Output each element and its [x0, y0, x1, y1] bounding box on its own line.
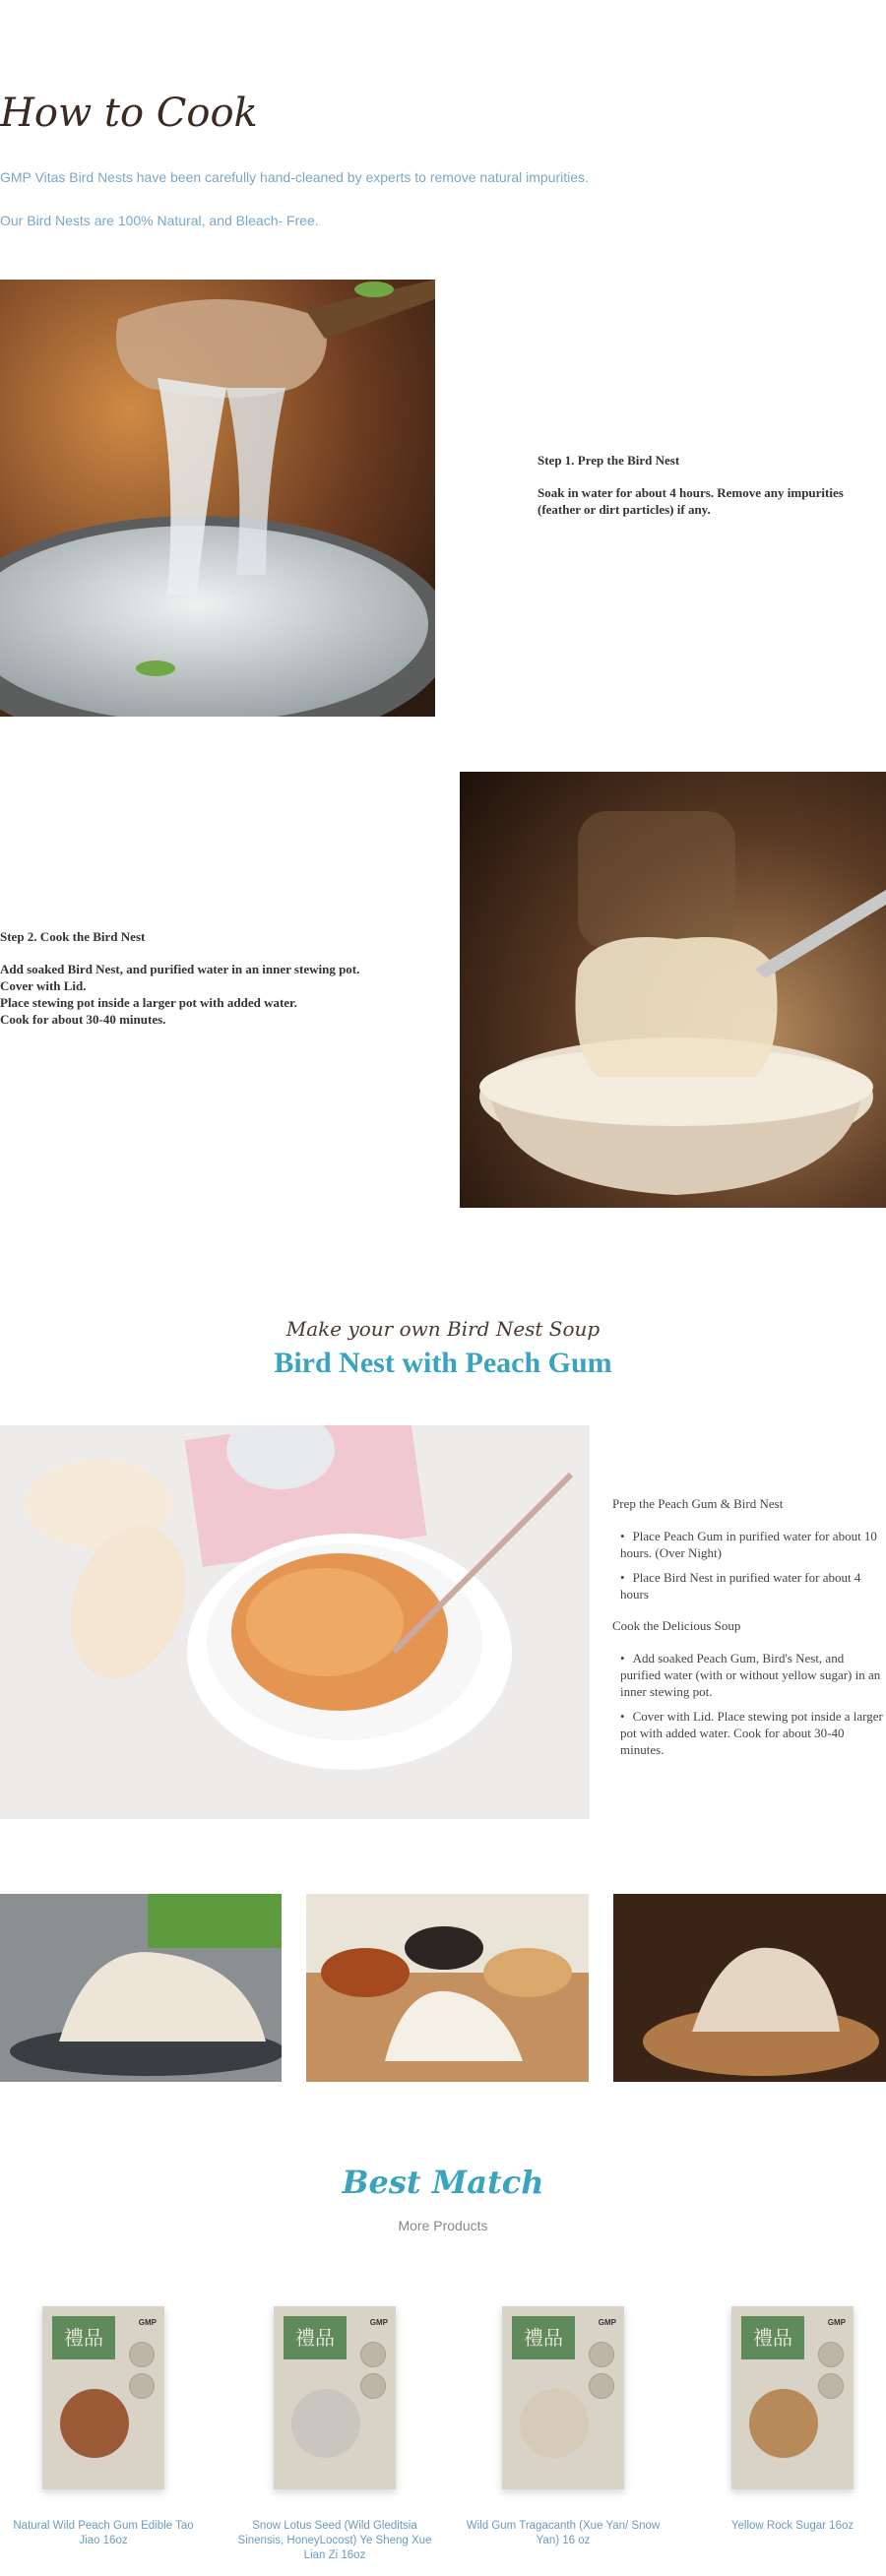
step-2-title: Step 2. Cook the Bird Nest [0, 929, 146, 944]
product-image[interactable] [274, 2306, 396, 2489]
product-contents [60, 2389, 129, 2458]
seal-icon [589, 2373, 614, 2399]
step-1-title: Step 1. Prep the Bird Nest [538, 453, 680, 468]
soup-title: Bird Nest with Peach Gum [274, 1347, 612, 1379]
soup-subtitle: Make your own Bird Nest Soup [285, 1317, 601, 1341]
product-contents [749, 2389, 818, 2458]
box-label: 禮品 [284, 2316, 347, 2359]
step-2-line-2: Cover with Lid. [0, 978, 87, 993]
best-match-title: Best Match [342, 2164, 544, 2201]
brand-logo: GMP [369, 2318, 388, 2327]
seal-icon [818, 2373, 844, 2399]
soup-recipe [612, 1496, 886, 1774]
seal-icon [360, 2342, 386, 2367]
seal-icon [818, 2342, 844, 2367]
box-label: 禮品 [52, 2316, 115, 2359]
step-1-text: Soak in water for about 4 hours. Remove any impurities (feather or dirt particles) if any. [538, 485, 844, 517]
product-contents [520, 2389, 589, 2458]
brand-logo: GMP [827, 2318, 846, 2327]
prep-heading: Prep the Peach Gum & Bird Nest [612, 1496, 784, 1511]
prep-list [612, 1528, 886, 1602]
seal-icon [589, 2342, 614, 2367]
cook-heading: Cook the Delicious Soup [612, 1618, 741, 1633]
product-card-snow-lotus-seed[interactable] [231, 2306, 438, 2563]
how-to-cook-title: How to Cook [0, 91, 258, 136]
cook-list [612, 1650, 886, 1758]
bird-nest-cooked-image [460, 772, 886, 1208]
step-2-line-3: Place stewing pot inside a larger pot with added water. [0, 995, 297, 1010]
product-contents [291, 2389, 360, 2458]
step-2-line-4: Cook for about 30-40 minutes. [0, 1012, 166, 1027]
peach-gum-soup-image [0, 1425, 590, 1819]
product-image[interactable] [731, 2306, 854, 2489]
list-item: • Place Peach Gum in purified water for about 10 hours. (Over Night) [620, 1528, 886, 1561]
intro-text-2: Our Bird Nests are 100% Natural, and Bleach- Free. [0, 213, 319, 228]
product-card-peach-gum[interactable] [0, 2306, 207, 2548]
seal-icon [360, 2373, 386, 2399]
product-name[interactable]: Natural Wild Peach Gum Edible Tao Jiao 16oz [13, 2520, 194, 2546]
box-label: 禮品 [741, 2316, 804, 2359]
list-item: • Add soaked Peach Gum, Bird's Nest, and purified water (with or without yellow sugar) in an inner stewing pot. [620, 1650, 886, 1700]
intro-text-1: GMP Vitas Bird Nests have been carefully hand-cleaned by experts to remove natural impurities. [0, 169, 589, 185]
box-label: 禮品 [512, 2316, 575, 2359]
brand-logo: GMP [598, 2318, 616, 2327]
bird-nest-soaking-image [0, 280, 435, 717]
gallery-image-3 [613, 1894, 886, 2082]
product-name[interactable]: Wild Gum Tragacanth (Xue Yan/ Snow Yan) 16 oz [466, 2520, 661, 2546]
product-name[interactable]: Yellow Rock Sugar 16oz [730, 2520, 854, 2532]
gallery-image-1 [0, 1894, 282, 2082]
product-card-yellow-rock-sugar[interactable] [689, 2306, 886, 2534]
product-image[interactable] [502, 2306, 624, 2489]
product-name[interactable]: Snow Lotus Seed (Wild Gleditsia Sinensis, HoneyLocost) Ye Sheng Xue Lian Zi 16oz [237, 2520, 432, 2561]
seal-icon [129, 2373, 155, 2399]
list-item: • Cover with Lid. Place stewing pot inside a larger pot with added water. Cook for about 30-40 minutes. [620, 1708, 886, 1758]
best-match-subtitle: More Products [398, 2218, 488, 2233]
gallery-image-2 [306, 1894, 589, 2082]
product-image[interactable] [42, 2306, 164, 2489]
seal-icon [129, 2342, 155, 2367]
step-2-line-1: Add soaked Bird Nest, and purified water in an inner stewing pot. [0, 962, 360, 976]
brand-logo: GMP [138, 2318, 157, 2327]
product-card-gum-tragacanth[interactable] [460, 2306, 666, 2548]
list-item: • Place Bird Nest in purified water for about 4 hours [620, 1569, 886, 1602]
